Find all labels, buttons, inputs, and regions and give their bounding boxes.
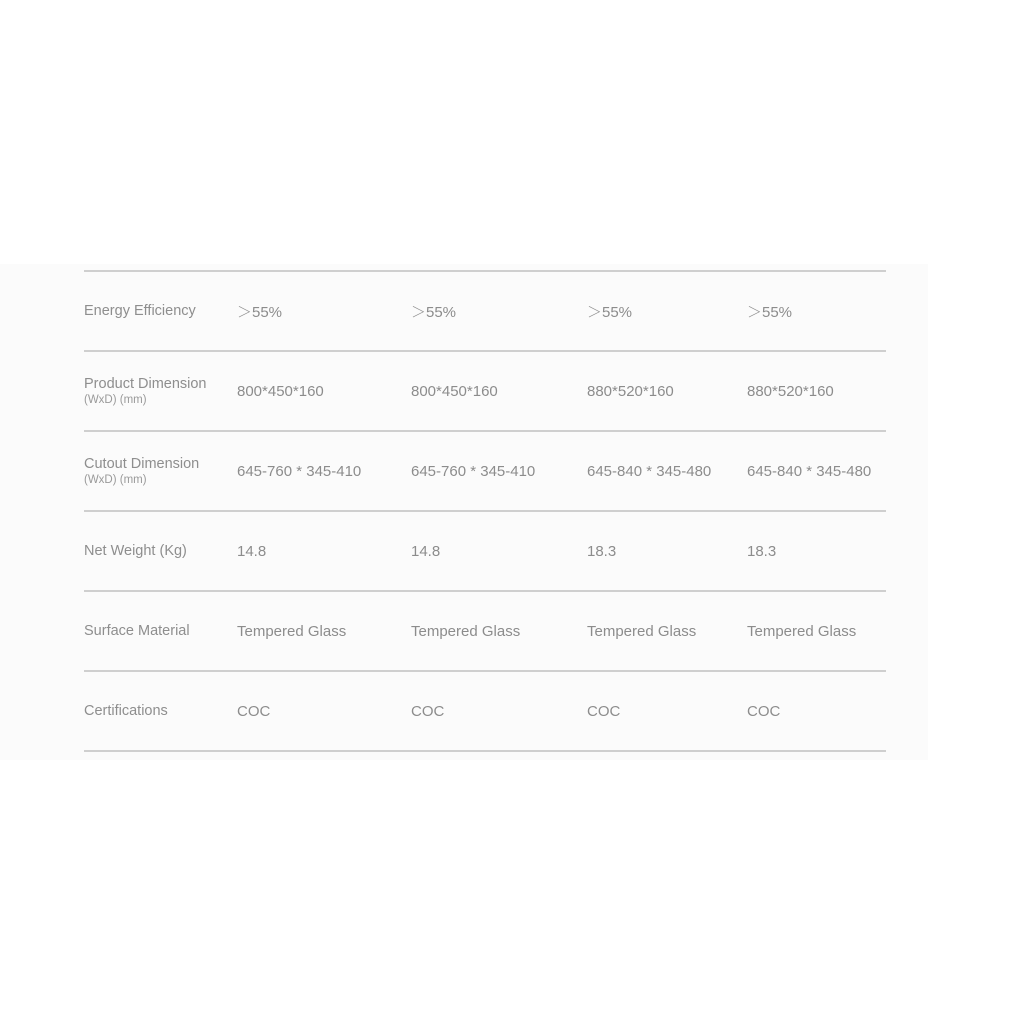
row-label-text: Surface Material: [84, 622, 190, 639]
table-cell: COC: [747, 671, 886, 751]
row-label-unit: (WxD) (mm): [84, 473, 147, 486]
row-label-text: Certifications: [84, 702, 168, 719]
table-cell: Tempered Glass: [237, 591, 411, 671]
row-label-text: Energy Efficiency: [84, 302, 196, 319]
table-cell: 645-760 * 345-410: [411, 431, 587, 511]
table-cell: COC: [587, 671, 747, 751]
spec-table: [84, 270, 886, 752]
row-label-unit: (WxD) (mm): [84, 393, 147, 406]
table-row-product-dimension: [84, 351, 886, 431]
table-cell: 800*450*160: [411, 351, 587, 431]
row-label: [84, 431, 237, 511]
table-cell: Tempered Glass: [587, 591, 747, 671]
table-cell: ＞55%: [587, 271, 747, 351]
row-label-text: Product Dimension: [84, 375, 207, 392]
table-cell: ＞55%: [237, 271, 411, 351]
table-cell: 645-840 * 345-480: [747, 431, 886, 511]
table-cell: ＞55%: [411, 271, 587, 351]
table-cell: 14.8: [237, 511, 411, 591]
table-cell: COC: [411, 671, 587, 751]
table-row-surface-material: [84, 591, 886, 671]
table-cell: COC: [237, 671, 411, 751]
row-label: [84, 591, 237, 671]
table-cell: Tempered Glass: [411, 591, 587, 671]
row-label: [84, 271, 237, 351]
table-cell: 645-760 * 345-410: [237, 431, 411, 511]
table-row-net-weight: [84, 511, 886, 591]
table-cell: Tempered Glass: [747, 591, 886, 671]
table-row-certifications: [84, 671, 886, 751]
row-label: [84, 351, 237, 431]
row-label-text: Net Weight (Kg): [84, 542, 187, 559]
table-cell: 14.8: [411, 511, 587, 591]
table-row-cutout-dimension: [84, 431, 886, 511]
row-label: [84, 671, 237, 751]
table-cell: 880*520*160: [587, 351, 747, 431]
table-cell: 800*450*160: [237, 351, 411, 431]
table-cell: 645-840 * 345-480: [587, 431, 747, 511]
row-label-text: Cutout Dimension: [84, 455, 200, 472]
table-cell: ＞55%: [747, 271, 886, 351]
table-row-energy-efficiency: [84, 271, 886, 351]
table-cell: 18.3: [747, 511, 886, 591]
table-cell: 880*520*160: [747, 351, 886, 431]
row-label: [84, 511, 237, 591]
table-cell: 18.3: [587, 511, 747, 591]
